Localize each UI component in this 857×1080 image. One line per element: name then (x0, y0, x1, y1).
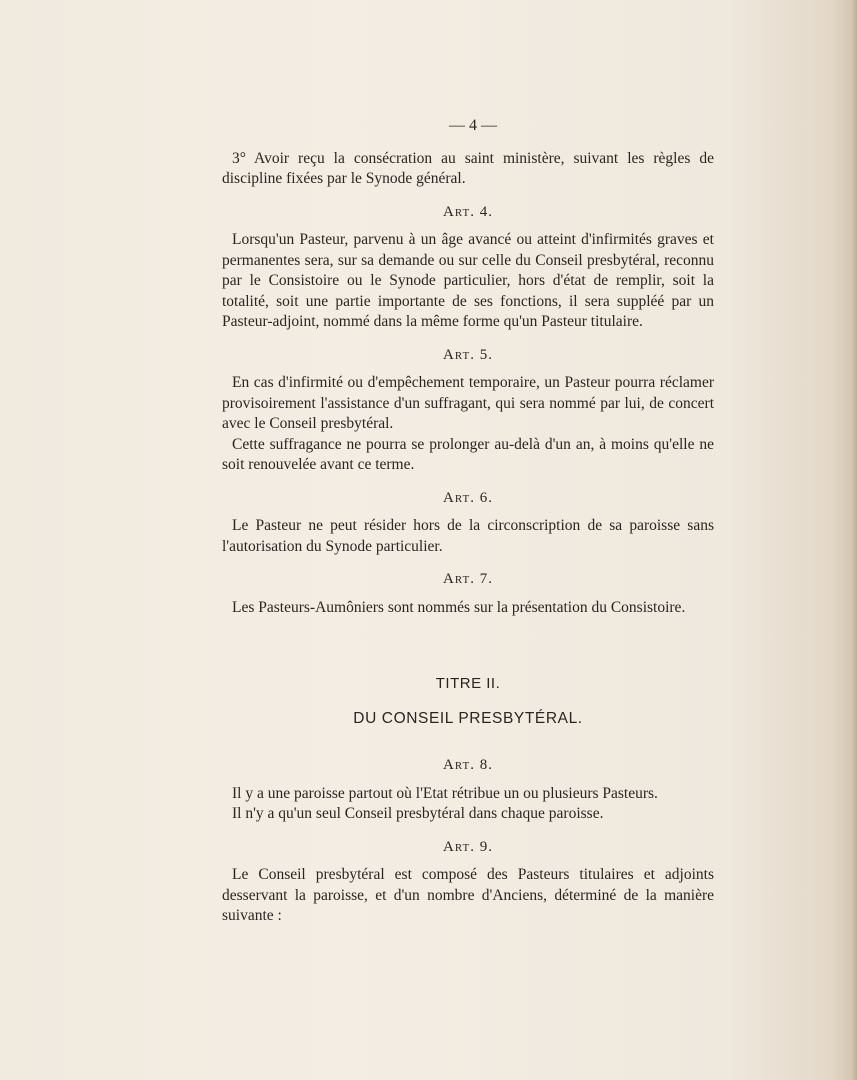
article-9-heading: Art. 9. (443, 838, 493, 855)
intro-paragraph: 3° Avoir reçu la consécration au saint ministère, suivant les règles de discipline fixées par le Synode général. (222, 149, 714, 187)
titre-subheading: DU CONSEIL PRESBYTÉRAL. (353, 709, 583, 727)
article-5-heading: Art. 5. (443, 346, 493, 363)
page-number: — 4 — (449, 117, 497, 134)
article-8-heading: Art. 8. (443, 757, 493, 773)
article-6-heading: Art. 6. (443, 489, 493, 506)
article-8-text-2: Il n'y a qu'un seul Conseil presbytéral dans chaque paroisse. (232, 805, 604, 822)
article-4-text: Lorsqu'un Pasteur, parvenu à un âge avancé ou atteint d'infirmités graves et permanentes sera, sur sa demande ou sur celle du Conseil presbytéral, reconnu par le Consistoire ou le Synode particulier, hors d'état de remplir, soit la totalité, soit une partie importante de ses fonctions, il sera suppléé par un Pasteur-adjoint, nommé dans la même forme qu'un Pasteur titulaire. (222, 231, 714, 330)
article-5-text-2: Cette suffragance ne pourra se prolonger au-delà d'un an, à moins qu'elle ne soit renouvelée avant ce terme. (222, 435, 714, 473)
article-7-text: Les Pasteurs-Aumôniers sont nommés sur la présentation du Consistoire. (232, 598, 686, 616)
page-content (222, 116, 714, 927)
article-7-heading: Art. 7. (443, 571, 493, 587)
article-4-heading: Art. 4. (443, 203, 493, 220)
article-9-text: Le Conseil presbytéral est composé des Pasteurs titulaires et adjoints desservant la paroisse, et d'un nombre d'Anciens, déterminé de la manière suivante : (222, 866, 714, 924)
titre-heading: TITRE II. (435, 675, 501, 692)
article-8-text-1: Il y a une paroisse partout où l'Etat rétribue un ou plusieurs Pasteurs. (232, 784, 658, 802)
article-5-text-1: En cas d'infirmité ou d'empêchement temporaire, un Pasteur pourra réclamer provisoirement l'assistance d'un suffragant, qui sera nommé par lui, de concert avec le Conseil presbytéral. (222, 374, 714, 432)
article-6-text: Le Pasteur ne peut résider hors de la circonscription de sa paroisse sans l'autorisation du Synode particulier. (222, 517, 714, 555)
page-edge-shadow (851, 0, 857, 1080)
